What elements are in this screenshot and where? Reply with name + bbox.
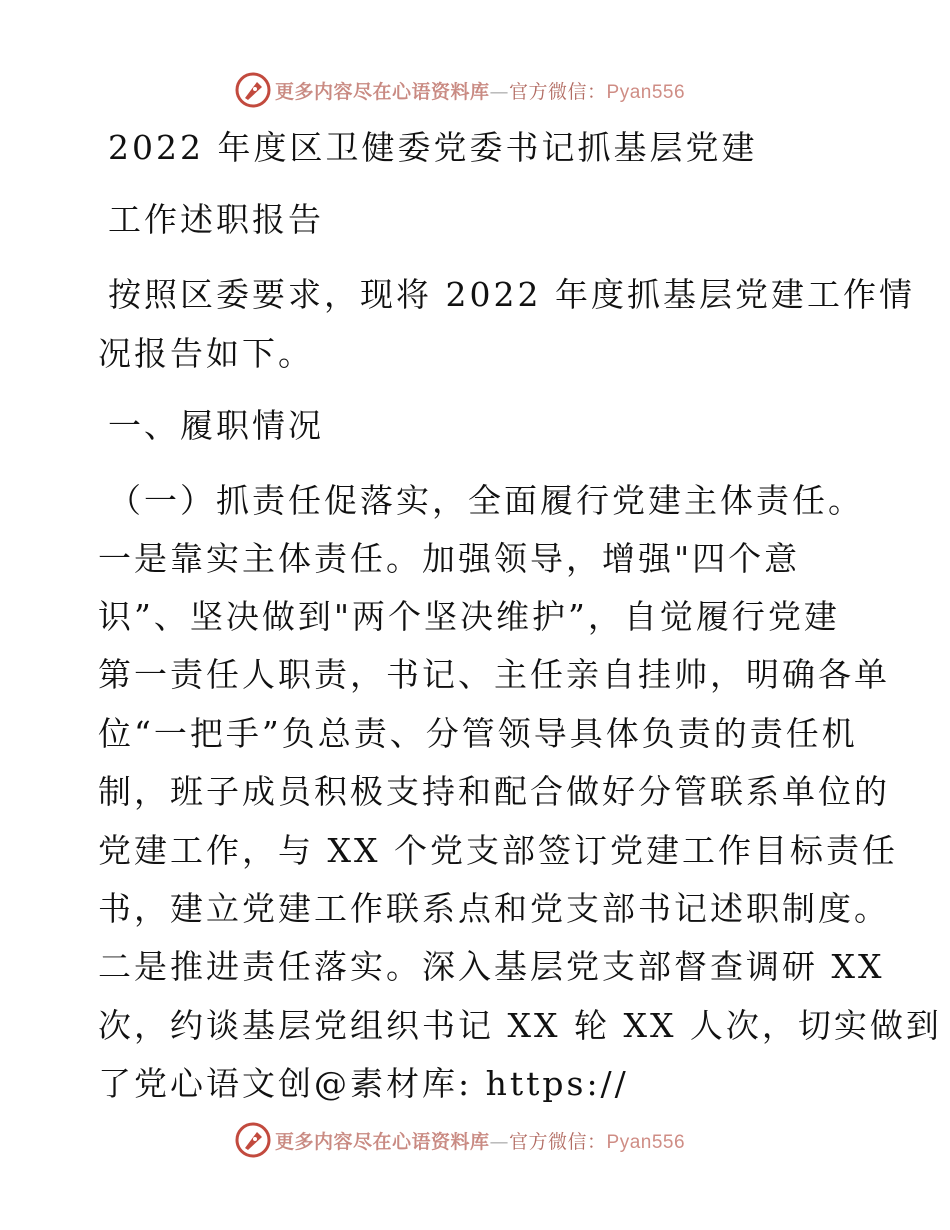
paragraph-line: 书，建立党建工作联系点和党支部书记述职制度。 <box>98 889 890 928</box>
paragraph-line: 第一责任人职责，书记、主任亲自挂帅，明确各单 <box>98 655 890 694</box>
paragraph-line: 识”、坚决做到"两个坚决维护”，自觉履行党建 <box>98 597 840 636</box>
paragraph-line: 二是推进责任落实。深入基层党支部督查调研 XX <box>98 947 885 986</box>
banner-contact-id: Pyan556 <box>606 1131 686 1153</box>
banner-main-text: 更多内容尽在心语资料库 <box>275 80 490 103</box>
banner-contact-label: 官方微信： <box>509 80 607 103</box>
paragraph-line: 一是靠实主体责任。加强领导，增强"四个意 <box>98 539 801 578</box>
paragraph-line: 了党心语文创@素材库: https:// <box>98 1064 629 1103</box>
pen-nib-logo-icon <box>235 1122 271 1158</box>
banner-dash: — <box>489 1130 510 1153</box>
paragraph-line: 制，班子成员积极支持和配合做好分管联系单位的 <box>98 772 890 811</box>
paragraph-line: 位“一把手”负总责、分管领导具体负责的责任机 <box>98 714 858 753</box>
paragraph-line: 况报告如下。 <box>98 334 314 373</box>
paragraph-line: 党建工作，与 XX 个党支部签订党建工作目标责任 <box>98 831 898 870</box>
banner-contact-id: Pyan556 <box>606 81 686 103</box>
paragraph-line: 次，约谈基层党组织书记 XX 轮 XX 人次，切实做到 <box>98 1006 942 1045</box>
document-title-line-1: 2022 年度区卫健委党委书记抓基层党建 <box>108 128 758 167</box>
paragraph-line: 按照区委要求，现将 2022 年度抓基层党建工作情 <box>108 275 915 314</box>
banner-contact-label: 官方微信： <box>509 1130 607 1153</box>
subsection-heading: （一）抓责任促落实，全面履行党建主体责任。 <box>108 481 864 520</box>
header-banner <box>235 72 685 108</box>
banner-main-text: 更多内容尽在心语资料库 <box>275 1130 490 1153</box>
footer-banner <box>235 1122 685 1158</box>
document-title-line-2: 工作述职报告 <box>108 200 324 239</box>
banner-dash: — <box>489 80 510 103</box>
section-heading: 一、履职情况 <box>108 406 324 445</box>
pen-nib-logo-icon <box>235 72 271 108</box>
